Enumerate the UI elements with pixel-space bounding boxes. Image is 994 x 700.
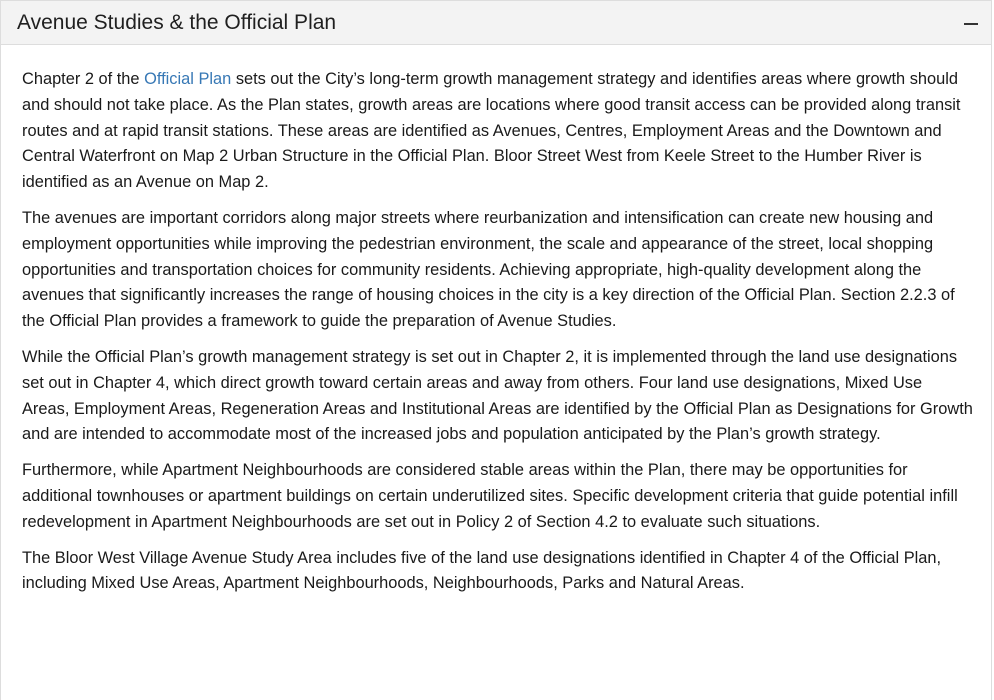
paragraph: The avenues are important corridors along major streets where reurbanization and intensification can create new housing and employment opportunities while improving the pedestrian environment, the scale and appearance of the street, local shopping opportunities and transportation choices for community residents. Achieving appropriate, high-quality development along the avenues that significantly increases the range of housing choices in the city is a key direction of the Official Plan. Section 2.2.3 of the Official Plan provides a framework to guide the preparation of Avenue Studies. [22, 208, 955, 331]
section-title: Avenue Studies & the Official Plan [17, 10, 337, 34]
official-plan-link[interactable]: Official Plan [144, 70, 232, 88]
minus-icon[interactable] [963, 15, 979, 31]
paragraph [22, 67, 973, 196]
paragraph: Furthermore, while Apartment Neighbourhoods are considered stable areas within the Plan, there may be opportunities for additional townhouses or apartment buildings on certain underutilized sites. Specific development criteria that guide potential infill redevelopment in Apartment Neighbourhoods are set out in Policy 2 of Section 4.2 to evaluate such situations. [22, 461, 958, 531]
paragraph: The Bloor West Village Avenue Study Area includes five of the land use designations identified in Chapter 4 of the Official Plan, including Mixed Use Areas, Apartment Neighbourhoods, Neighbourhoods, Parks and Natural Areas. [22, 548, 942, 593]
paragraph-text: sets out the City’s long-term growth management strategy and identifies areas where growth should and should not take place. As the Plan states, growth areas are locations where good transit access can be provided along transit routes and at rapid transit stations. These areas are identified as Avenues, Centres, Employment Areas and the Downtown and Central Waterfront on Map 2 Urban Structure in the Official Plan. Bloor Street West from Keele Street to the Humber River is identified as an Avenue on Map 2. [22, 70, 961, 192]
paragraph: While the Official Plan’s growth management strategy is set out in Chapter 2, it is implemented through the land use designations set out in Chapter 4, which direct growth toward certain areas and away from others. Four land use designations, Mixed Use Areas, Employment Areas, Regeneration Areas and Institutional Areas are identified by the Official Plan as Designations for Growth and are intended to accommodate most of the increased jobs and population anticipated by the Plan’s growth strategy. [22, 347, 973, 444]
paragraph-text: Chapter 2 of the [22, 70, 145, 88]
accordion-header[interactable] [1, 1, 991, 45]
accordion-body [1, 45, 991, 597]
